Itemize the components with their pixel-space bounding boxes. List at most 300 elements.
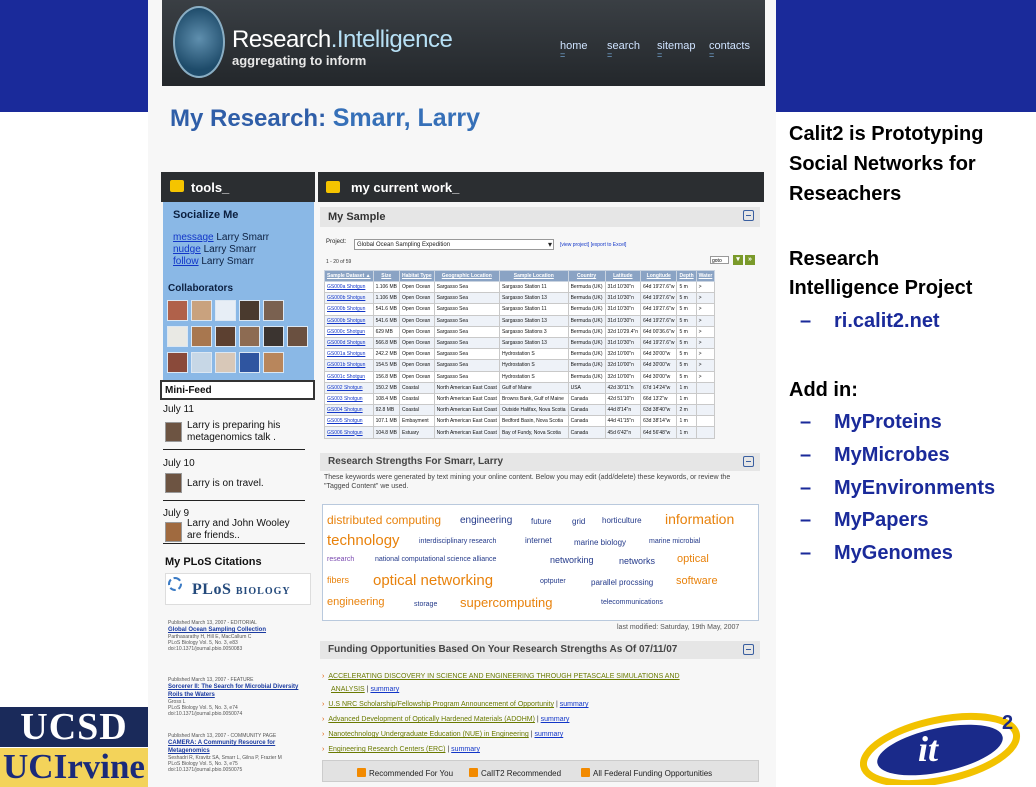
column-header[interactable]: Depth <box>677 271 696 282</box>
table-cell: Open Ocean <box>399 293 434 304</box>
keyword-tag[interactable]: engineering <box>460 515 513 526</box>
plos-citations-title: My PLoS Citations <box>165 556 262 568</box>
table-cell: Sargasso Station 13 <box>499 337 568 348</box>
project-links[interactable]: [view project] [export to Excel] <box>560 242 627 248</box>
column-header[interactable]: Country <box>568 271 605 282</box>
table-cell: Sargasso Sea <box>434 315 499 326</box>
keyword-tag[interactable]: internet <box>525 536 552 545</box>
table-cell: Bermuda (UK) <box>568 360 605 371</box>
table-cell: 5 m <box>677 371 696 382</box>
result-count: 1 - 20 of 59 <box>326 259 352 265</box>
keyword-tag[interactable]: national computational science alliance <box>375 556 497 563</box>
citation-item: Published March 13, 2007 - FEATURE Sorcerer II: The Search for Microbial Diversity Roils the Waters Gross L PLoS Biology Vol. 5, No. 3, e74 doi:10.1371/journal.pbio.0050074 <box>168 677 313 717</box>
funding-link[interactable]: U.S NRC Scholarship/Fellowship Program Announcement of Opportunity <box>328 701 555 708</box>
table-cell: > <box>696 326 715 337</box>
sample-link[interactable]: GS003 Shotgun <box>325 393 374 404</box>
table-cell: Bermuda (UK) <box>568 293 605 304</box>
funding-link[interactable]: ANALYSIS <box>331 686 365 693</box>
summary-link[interactable]: summary <box>370 686 400 693</box>
table-cell: > <box>696 282 715 293</box>
table-cell: 629 MB <box>373 326 399 337</box>
table-cell: 42d 30'11"n <box>605 382 641 393</box>
table-cell: > <box>696 304 715 315</box>
table-cell: > <box>696 360 715 371</box>
table-cell: 107.1 MB <box>373 416 399 427</box>
table-cell: 541.6 MB <box>373 315 399 326</box>
table-cell: 5 m <box>677 326 696 337</box>
collaborator-avatar[interactable] <box>239 326 260 347</box>
tools-panel-header[interactable]: tools_ <box>161 172 315 202</box>
ri-calit2-link[interactable]: ri.calit2.net <box>834 310 940 332</box>
sample-link[interactable]: GS002 Shotgun <box>325 382 374 393</box>
column-header[interactable]: Geographic Location <box>434 271 499 282</box>
keyword-tag[interactable]: optical <box>677 553 709 565</box>
funding-item <box>322 673 680 680</box>
separator: | <box>534 716 541 723</box>
table-cell: Coastal <box>399 405 434 416</box>
table-cell: 66d 13'2"w <box>641 393 677 404</box>
table-cell: 64d 19'27.6"w <box>641 304 677 315</box>
site-logo-subtitle: aggregating to inform <box>232 53 367 68</box>
keyword-tag[interactable]: networks <box>619 556 656 566</box>
table-cell: 32d 10'00"n <box>605 349 641 360</box>
keyword-tag[interactable]: telecommunications <box>601 599 663 606</box>
keyword-cloud <box>322 504 759 621</box>
table-cell: 31d 10'30"n <box>605 337 641 348</box>
table-cell: USA <box>568 382 605 393</box>
table-row[interactable] <box>325 427 715 438</box>
table-cell: Embayment <box>399 416 434 427</box>
addin-item: – MyMicrobes <box>800 444 950 466</box>
strengths-description: These keywords were generated by text mining your online content. Below you may edit (add/delete) these keywords, or review the "Tagged Content" we used. <box>324 474 731 490</box>
sample-link[interactable]: GS001c Shotgun <box>325 371 374 382</box>
citation-item: Published March 13, 2007 - EDITORIAL Global Ocean Sampling Collection Parthasarathy H, Hill E, MacCallum C PLoS Biology Vol. 5, No. 3, e83 doi:10.1371/journal.pbio.0050083 <box>168 620 313 652</box>
table-cell: 64d 30'00"w <box>641 360 677 371</box>
funding-link[interactable]: Engineering Research Centers (ERC) <box>328 746 446 753</box>
feed-text: Larry is preparing his metagenomics talk . <box>187 420 281 443</box>
keyword-tag[interactable]: software <box>676 575 718 587</box>
separator: | <box>445 746 452 753</box>
table-cell: Canada <box>568 416 605 427</box>
last-modified: last modified: Saturday, 19th May, 2007 <box>617 624 740 631</box>
next-page-icon[interactable]: » <box>745 255 755 265</box>
table-cell: Sargasso Station 11 <box>499 282 568 293</box>
table-cell: Open Ocean <box>399 326 434 337</box>
table-cell: Sargasso Station 13 <box>499 293 568 304</box>
summary-link[interactable]: summary <box>540 716 570 723</box>
collapse-icon[interactable] <box>743 456 754 467</box>
table-cell: Bermuda (UK) <box>568 337 605 348</box>
keyword-tag[interactable]: marine biology <box>574 538 627 547</box>
table-cell: 154.5 MB <box>373 360 399 371</box>
table-cell: 5 m <box>677 315 696 326</box>
table-cell: 1.106 MB <box>373 282 399 293</box>
table-cell: Sargasso Stations 3 <box>499 326 568 337</box>
keyword-tag[interactable]: distributed computing <box>327 513 442 527</box>
addin-item: – MyPapers <box>800 509 929 531</box>
slide-heading-project: Research Intelligence Project <box>789 248 973 299</box>
table-cell: 64d 00'36.6"w <box>641 326 677 337</box>
separator: | <box>554 701 560 708</box>
table-cell: 42d 51'10"n <box>605 393 641 404</box>
feed-date: July 10 <box>163 458 195 469</box>
table-cell: > <box>696 337 715 348</box>
collaborator-avatar[interactable] <box>263 352 284 373</box>
sample-link[interactable]: GS000b Shotgun <box>325 315 374 326</box>
table-cell: 1.106 MB <box>373 293 399 304</box>
feed-avatar <box>165 522 182 542</box>
citation-link[interactable]: Sorcerer II: The Search for Microbial Diversity Roils the Waters <box>168 684 299 698</box>
table-cell: 5 m <box>677 293 696 304</box>
table-cell: > <box>696 371 715 382</box>
funding-item <box>322 731 563 738</box>
table-cell: > <box>696 315 715 326</box>
table-cell <box>696 427 715 438</box>
keyword-tag[interactable]: horticulture <box>602 516 642 525</box>
table-cell <box>696 393 715 404</box>
slide-heading-addin: Add in: <box>789 379 858 401</box>
table-cell: North American East Coast <box>434 427 499 438</box>
table-cell: 1 m <box>677 382 696 393</box>
table-cell: 156.8 MB <box>373 371 399 382</box>
table-cell: 63d 38'40"w <box>641 405 677 416</box>
table-cell: North American East Coast <box>434 382 499 393</box>
collaborator-avatar[interactable] <box>287 326 308 347</box>
table-cell: Bermuda (UK) <box>568 304 605 315</box>
table-cell: Open Ocean <box>399 371 434 382</box>
sample-link[interactable]: GS006 Shotgun <box>325 427 374 438</box>
collapse-icon[interactable] <box>743 210 754 221</box>
plos-logo-icon <box>168 577 182 591</box>
summary-link[interactable]: summary <box>559 701 589 708</box>
table-cell: 5 m <box>677 282 696 293</box>
table-cell: Canada <box>568 405 605 416</box>
funding-item <box>322 701 589 708</box>
table-cell: Open Ocean <box>399 315 434 326</box>
rss-icon <box>469 768 478 777</box>
table-cell: 31d 10'30"n <box>605 315 641 326</box>
feed-text: Larry and John Wooley are friends.. <box>187 518 290 541</box>
funding-item <box>322 746 480 753</box>
socialize-title: Socialize Me <box>173 209 239 221</box>
table-cell: 5 m <box>677 349 696 360</box>
collaborator-avatar[interactable] <box>191 326 212 347</box>
ucirvine-logo: UCIrvine <box>0 748 148 787</box>
feed-text: Larry is on travel. <box>187 478 264 489</box>
table-row[interactable] <box>325 371 715 382</box>
table-row[interactable] <box>325 315 715 326</box>
funding-link[interactable]: ACCELERATING DISCOVERY IN SCIENCE AND ENGINEERING THROUGH PETASCALE SIMULATIONS AND <box>328 673 680 680</box>
keyword-tag[interactable]: storage <box>414 601 438 608</box>
sample-table <box>324 270 715 439</box>
table-cell: 242.2 MB <box>373 349 399 360</box>
table-cell: Sargasso Sea <box>434 282 499 293</box>
site-logo-title[interactable]: Research.Intelligence <box>232 26 453 53</box>
table-cell: Open Ocean <box>399 349 434 360</box>
ucsd-logo: UCSD <box>0 707 148 747</box>
table-cell: Canada <box>568 393 605 404</box>
table-row[interactable] <box>325 326 715 337</box>
table-cell: Hydrostation S <box>499 349 568 360</box>
collaborators-title: Collaborators <box>168 283 234 294</box>
project-label: Project: <box>326 239 347 245</box>
calit2-recommended-link[interactable]: CalIT2 Recommended <box>469 768 561 778</box>
table-cell: 150.2 MB <box>373 382 399 393</box>
keyword-tag[interactable]: future <box>531 517 552 526</box>
feed-date: July 11 <box>163 404 194 415</box>
table-cell: 31d 10'30"n <box>605 293 641 304</box>
follow-link[interactable]: follow <box>173 256 199 267</box>
table-cell: 566.8 MB <box>373 337 399 348</box>
collaborator-avatar[interactable] <box>167 326 188 347</box>
table-cell: Canada <box>568 427 605 438</box>
table-cell: Coastal <box>399 382 434 393</box>
table-cell: 64d 19'27.6"w <box>641 315 677 326</box>
collaborator-avatar[interactable] <box>215 352 236 373</box>
feed-divider <box>163 500 305 501</box>
research-strengths-header: Research Strengths For Smarr, Larry <box>320 453 760 471</box>
plos-biology-logo <box>165 573 311 605</box>
table-cell: Sargasso Sea <box>434 337 499 348</box>
keyword-tag[interactable]: optical networking <box>373 572 494 589</box>
table-row[interactable] <box>325 405 715 416</box>
table-cell: 63d 38'14"w <box>641 416 677 427</box>
table-cell: Bermuda (UK) <box>568 315 605 326</box>
table-row[interactable] <box>325 282 715 293</box>
message-link[interactable]: message <box>173 232 214 243</box>
table-cell: Estuary <box>399 427 434 438</box>
table-cell: 64d 19'27.6"w <box>641 337 677 348</box>
federal-funding-link[interactable]: All Federal Funding Opportunities <box>581 768 712 778</box>
feed-divider <box>163 543 305 544</box>
slide-corner-right <box>776 0 1036 112</box>
keyword-tag[interactable]: engineering <box>327 596 385 608</box>
table-cell: Sargasso Sea <box>434 349 499 360</box>
collapse-icon[interactable] <box>743 644 754 655</box>
feed-avatar <box>165 422 182 442</box>
table-cell: Open Ocean <box>399 337 434 348</box>
sample-link[interactable]: GS000c Shotgun <box>325 326 374 337</box>
citation-item: Published March 13, 2007 - COMMUNITY PAGE CAMERA: A Community Resource for Metagenomics Seshadri R, Kravitz SA, Smarr L, Gilna P, Frazier M PLoS Biology Vol. 5, No. 3, e75 doi:10.1371/journal.pbio.0050075 <box>168 733 313 773</box>
keyword-tag[interactable]: optputer <box>540 578 566 585</box>
nav-search[interactable]: search = <box>607 40 640 52</box>
sample-link[interactable]: GS000a Shotgun <box>325 282 374 293</box>
keyword-tag[interactable]: marine microbial <box>649 538 701 545</box>
table-cell: Sargasso Station 11 <box>499 304 568 315</box>
minifeed-header[interactable]: Mini-Feed <box>160 380 315 400</box>
web20-expo-icon[interactable] <box>239 352 260 373</box>
funding-item <box>322 716 569 723</box>
table-cell: Open Ocean <box>399 282 434 293</box>
table-cell <box>696 382 715 393</box>
table-cell: > <box>696 293 715 304</box>
collaborator-avatar[interactable] <box>167 300 188 321</box>
table-cell: 1 m <box>677 393 696 404</box>
project-select[interactable]: Global Ocean Sampling Expedition ▾ <box>354 239 554 250</box>
nav-sitemap[interactable]: sitemap = <box>657 40 696 52</box>
table-cell: Sargasso Sea <box>434 360 499 371</box>
keyword-tag[interactable]: grid <box>572 517 586 526</box>
table-row[interactable] <box>325 349 715 360</box>
table-cell: Open Ocean <box>399 360 434 371</box>
recommendation-bar <box>322 760 759 782</box>
socialize-nudge: nudge Larry Smarr <box>173 244 257 255</box>
sample-link[interactable]: GS000d Shotgun <box>325 337 374 348</box>
table-cell: Sargasso Station 13 <box>499 315 568 326</box>
svg-text:it: it <box>918 729 939 769</box>
funding-link[interactable]: Advanced Development of Optically Hardened Materials (ADOHM) <box>328 716 535 723</box>
collaborator-avatar[interactable] <box>263 300 284 321</box>
column-header[interactable]: Sample Location <box>499 271 568 282</box>
table-cell: Open Ocean <box>399 304 434 315</box>
goto-arrow-icon[interactable]: ▾ <box>733 255 743 265</box>
nav-home[interactable]: home = <box>560 40 588 52</box>
table-cell: 45d 6'42"n <box>605 427 641 438</box>
svg-text:2: 2 <box>1002 712 1014 734</box>
collaborator-avatar[interactable] <box>191 300 212 321</box>
keyword-tag[interactable]: research <box>327 556 355 563</box>
summary-link[interactable]: summary <box>534 731 564 738</box>
table-cell: Hydrostation S <box>499 360 568 371</box>
keyword-tag[interactable]: networking <box>550 555 594 565</box>
sample-link[interactable]: GS004 Shotgun <box>325 405 374 416</box>
table-cell: Bermuda (UK) <box>568 371 605 382</box>
table-cell: Browns Bank, Gulf of Maine <box>499 393 568 404</box>
rss-icon <box>357 768 366 777</box>
rss-icon <box>581 768 590 777</box>
table-cell: Bay of Fundy, Nova Scotia <box>499 427 568 438</box>
funding-header: Funding Opportunities Based On Your Research Strengths As Of 07/11/07 <box>320 641 760 659</box>
keyword-tag[interactable]: information <box>665 511 735 527</box>
nav-contacts[interactable]: contacts = <box>709 40 750 52</box>
goto-select[interactable]: goto <box>710 256 729 264</box>
slide-link-bullet: – ri.calit2.net <box>800 310 940 332</box>
table-cell: Bedford Basin, Nova Scotia <box>499 416 568 427</box>
nudge-link[interactable]: nudge <box>173 244 201 255</box>
keyword-tag[interactable]: parallel procssing <box>591 578 654 587</box>
slide-heading-calit2: Calit2 is Prototyping Social Networks for Reseachers <box>789 123 984 205</box>
keyword-tag[interactable]: technology <box>327 532 400 549</box>
table-cell: 108.4 MB <box>373 393 399 404</box>
table-row[interactable] <box>325 360 715 371</box>
collaborator-avatar[interactable] <box>191 352 212 373</box>
table-cell: Sargasso Sea <box>434 326 499 337</box>
table-cell: Sargasso Sea <box>434 293 499 304</box>
column-header[interactable]: Latitude <box>605 271 641 282</box>
table-cell: 64d 19'27.6"w <box>641 282 677 293</box>
summary-link[interactable]: summary <box>451 746 480 753</box>
column-header[interactable]: Longitude <box>641 271 677 282</box>
collaborator-avatar[interactable] <box>215 300 236 321</box>
table-cell: 1 m <box>677 416 696 427</box>
current-work-header[interactable]: my current work_ <box>318 172 764 202</box>
table-row[interactable] <box>325 337 715 348</box>
table-cell: 92.8 MB <box>373 405 399 416</box>
keyword-tag[interactable]: interdisciplinary research <box>419 538 497 545</box>
addin-item: – MyGenomes <box>800 542 953 564</box>
table-row[interactable] <box>325 382 715 393</box>
feed-avatar <box>165 473 182 493</box>
socialize-message: message Larry Smarr <box>173 232 270 243</box>
plos-logo-text: PLoS BIOLOGY <box>192 581 291 598</box>
table-cell: 32d 10'00"n <box>605 360 641 371</box>
addin-item: – MyEnvironments <box>800 477 996 499</box>
trident-logo-icon <box>173 6 225 78</box>
citation-link[interactable]: Global Ocean Sampling Collection <box>168 627 267 633</box>
table-cell: 31d 10'30"n <box>605 304 641 315</box>
socialize-follow: follow Larry Smarr <box>173 256 255 267</box>
table-row[interactable] <box>325 416 715 427</box>
table-cell: Hydrostation S <box>499 371 568 382</box>
funding-item-continued: ANALYSIS | summary <box>331 686 400 693</box>
table-cell: 1 m <box>677 427 696 438</box>
column-header[interactable]: Size <box>373 271 399 282</box>
table-cell: 64d 30'00"w <box>641 349 677 360</box>
table-cell: 64d 30'00"w <box>641 371 677 382</box>
table-cell: 31d 10'30"n <box>605 282 641 293</box>
table-cell: 104.8 MB <box>373 427 399 438</box>
collaborator-avatar[interactable] <box>215 326 236 347</box>
table-cell <box>696 416 715 427</box>
table-row[interactable] <box>325 304 715 315</box>
table-cell: 44d 41'15"n <box>605 416 641 427</box>
sample-link[interactable]: GS000b Shotgun <box>325 304 374 315</box>
calit2-logo-icon <box>860 705 1030 785</box>
sample-link[interactable]: GS000b Shotgun <box>325 293 374 304</box>
folder-icon <box>326 181 340 193</box>
table-cell: 64d 19'27.6"w <box>641 293 677 304</box>
folder-icon <box>170 180 184 192</box>
slide-corner-left <box>0 0 148 112</box>
table-cell: 32d 10'29.4"n <box>605 326 641 337</box>
table-cell: Outside Halifax, Nova Scotia <box>499 405 568 416</box>
recommended-for-you-link[interactable]: Recommended For You <box>357 768 453 778</box>
table-cell: Bermuda (UK) <box>568 282 605 293</box>
sample-link[interactable]: GS001a Shotgun <box>325 349 374 360</box>
table-cell: 5 m <box>677 304 696 315</box>
table-cell: Bermuda (UK) <box>568 326 605 337</box>
feed-date: July 9 <box>163 508 190 519</box>
keyword-tag[interactable]: fibers <box>327 575 350 585</box>
collaborator-avatar[interactable] <box>239 300 260 321</box>
collaborator-avatar[interactable] <box>167 352 188 373</box>
table-cell: > <box>696 349 715 360</box>
column-header[interactable]: Sample Dataset ▲ <box>325 271 374 282</box>
addin-item: – MyProteins <box>800 411 942 433</box>
sample-link[interactable]: GS005 Shotgun <box>325 416 374 427</box>
table-cell: North American East Coast <box>434 416 499 427</box>
table-cell: Gulf of Maine <box>499 382 568 393</box>
table-cell: 32d 10'00"n <box>605 371 641 382</box>
table-cell: 67d 14'24"w <box>641 382 677 393</box>
page-title: My Research: Smarr, Larry <box>170 104 481 132</box>
table-cell <box>696 405 715 416</box>
sample-link[interactable]: GS001b Shotgun <box>325 360 374 371</box>
table-row[interactable] <box>325 293 715 304</box>
site-banner <box>162 0 765 86</box>
funding-link[interactable]: Nanotechnology Undergraduate Education (NUE) in Engineering <box>328 731 529 738</box>
table-row[interactable] <box>325 393 715 404</box>
column-header[interactable]: Habitat Type <box>399 271 434 282</box>
table-cell: North American East Coast <box>434 393 499 404</box>
collaborator-avatar[interactable] <box>263 326 284 347</box>
my-sample-header: My Sample <box>320 207 760 227</box>
citation-link[interactable]: CAMERA: A Community Resource for Metagenomics <box>168 740 276 754</box>
column-header[interactable]: Water <box>696 271 715 282</box>
keyword-tag[interactable]: supercomputing <box>460 595 553 610</box>
feed-divider <box>163 449 305 450</box>
table-cell: Bermuda (UK) <box>568 349 605 360</box>
